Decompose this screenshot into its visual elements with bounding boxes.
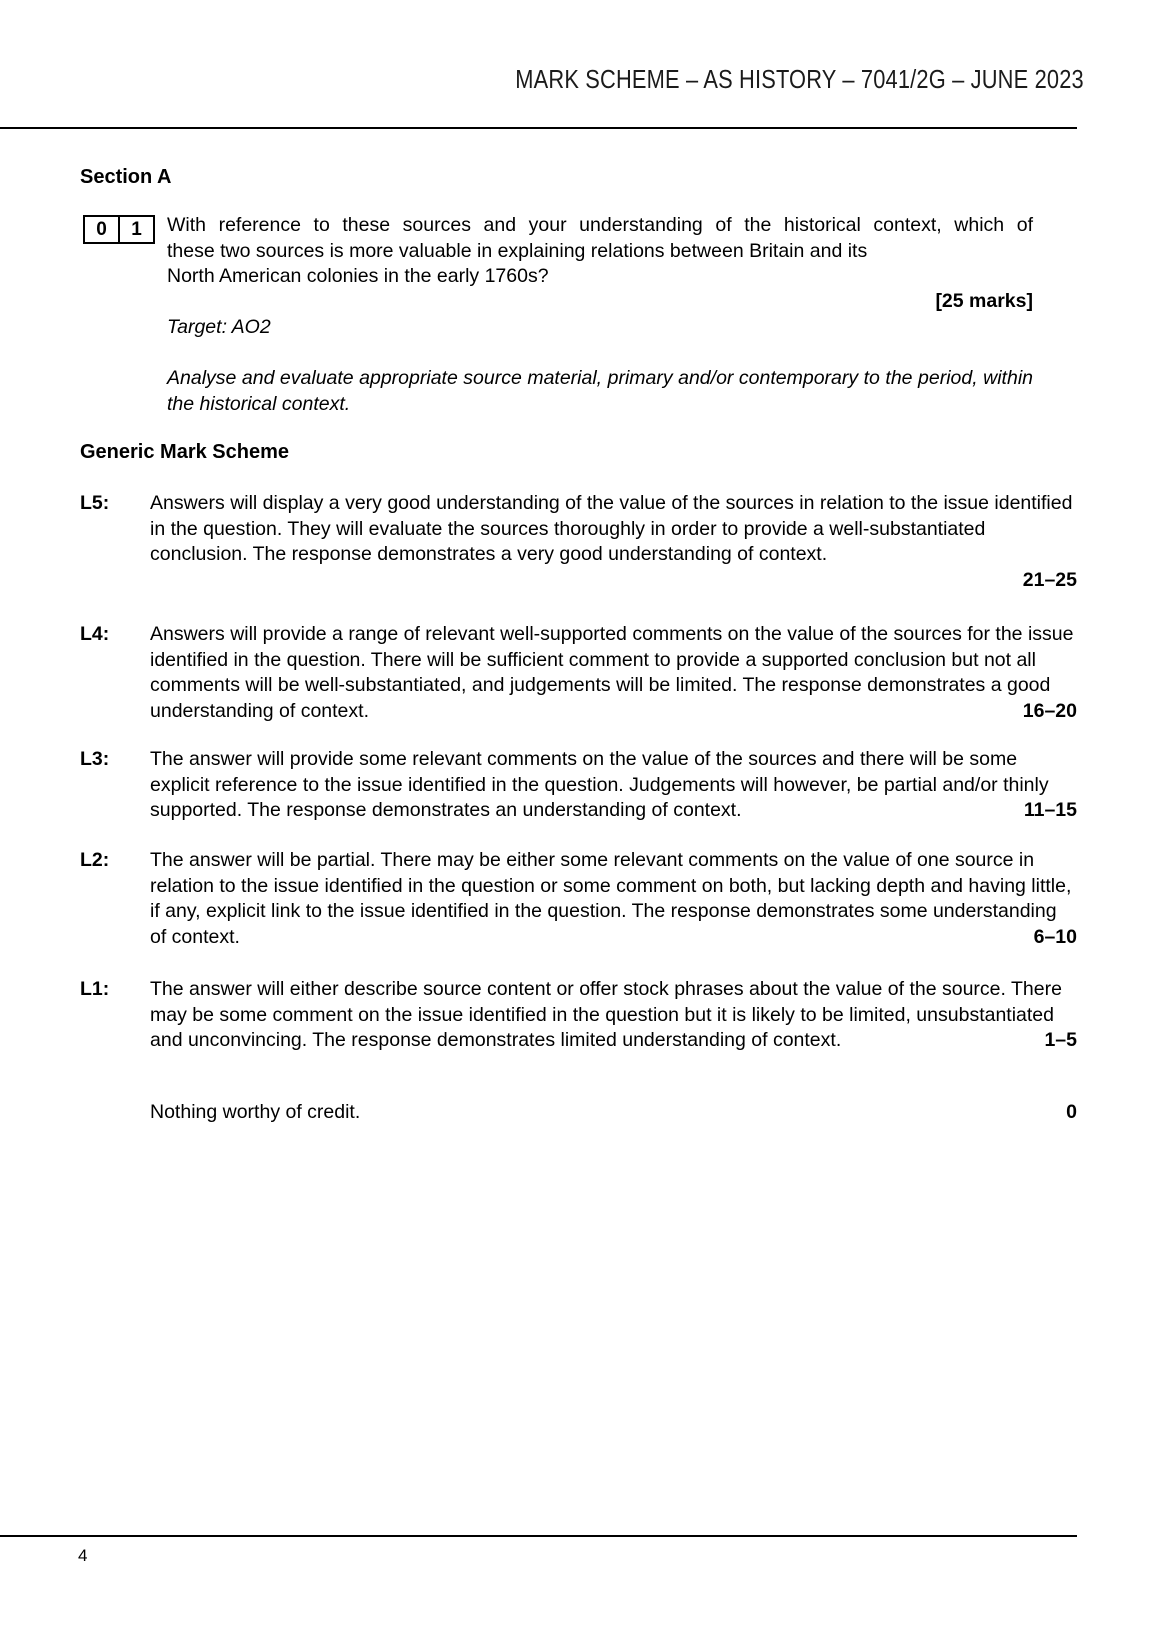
level-marks: 21–25 — [1022, 568, 1077, 591]
level-label: L4: — [80, 623, 110, 645]
level-marks: 6–10 — [1033, 925, 1077, 948]
level-marks: 16–20 — [1022, 699, 1077, 722]
target-description: Analyse and evaluate appropriate source material, primary and/or contemporary to the period, within the historical context. — [167, 367, 1033, 415]
section-heading: Section A — [80, 166, 172, 188]
header-rule — [0, 127, 1077, 129]
no-credit-text: Nothing worthy of credit. 0 — [150, 1100, 1077, 1126]
level-label: L3: — [80, 748, 110, 770]
question-text-line: North American colonies in the early 1760s? — [167, 265, 549, 287]
question-number-digit-1: 0 — [96, 218, 107, 240]
question-text-line: these two sources is more valuable in explaining relations between Britain and its — [167, 239, 868, 262]
no-credit-marks: 0 — [1066, 1101, 1077, 1123]
level-label: L1: — [80, 978, 110, 1000]
level-text: The answer will provide some relevant comments on the value of the sources and there will be some explicit reference to the issue identified in the question. Judgements will however, be partial and/or thinly supported. The response demonstrates an understanding of context. 11–15 — [150, 747, 1077, 824]
page-number: 4 — [78, 1546, 88, 1565]
level-label: L5: — [80, 492, 110, 514]
level-text: Answers will display a very good understanding of the value of the sources in relation to the issue identified in the question. They will evaluate the sources thoroughly in order to provide a well-substantiated conclusion. The response demonstrates a very good understanding of context. — [150, 492, 1073, 565]
target-label: Target: AO2 — [167, 316, 271, 338]
level-row-l3 — [80, 747, 1077, 824]
level-row-l4 — [80, 622, 1077, 724]
question-text — [167, 213, 1033, 290]
level-label: L2: — [80, 849, 110, 871]
level-marks: 11–15 — [1023, 799, 1077, 821]
level-marks: 1–5 — [1044, 1029, 1077, 1051]
level-row-l5 — [80, 491, 1077, 593]
question-number-digit-2: 1 — [118, 217, 153, 242]
footer-rule — [0, 1535, 1077, 1537]
question-text-line: With reference to these sources and your understanding of the historical context, which of — [167, 214, 1033, 236]
question-total-marks: [25 marks] — [935, 290, 1033, 312]
level-text: The answer will either describe source content or offer stock phrases about the value of the source. There may be some comment on the issue identified in the question but it is likely to be limited, unsubstantiated and unconvincing. The response demonstrates limited understanding of context. 1–5 — [150, 977, 1077, 1054]
question-number-box — [83, 215, 155, 244]
level-text: Answers will provide a range of relevant well-supported comments on the value of the sources for the issue identified in the question. There will be sufficient comment to provide a supported conclusion but not all comments will be well-substantiated, and judgements will be limited. The response demonstrates a good understanding of context. 16–20 — [150, 622, 1077, 724]
level-row-l2 — [80, 848, 1077, 950]
no-credit-row — [80, 1100, 1077, 1126]
level-text: The answer will be partial. There may be either some relevant comments on the value of one source in relation to the issue identified in the question or some comment on both, but lacking depth and having little, if any, explicit link to the issue identified in the question. The response demonstrates some understanding of context. 6–10 — [150, 848, 1077, 950]
document-header-title: MARK SCHEME – AS HISTORY – 7041/2G – JUNE 2023 — [515, 64, 1084, 94]
generic-mark-scheme-heading: Generic Mark Scheme — [80, 441, 289, 463]
level-row-l1 — [80, 977, 1077, 1054]
